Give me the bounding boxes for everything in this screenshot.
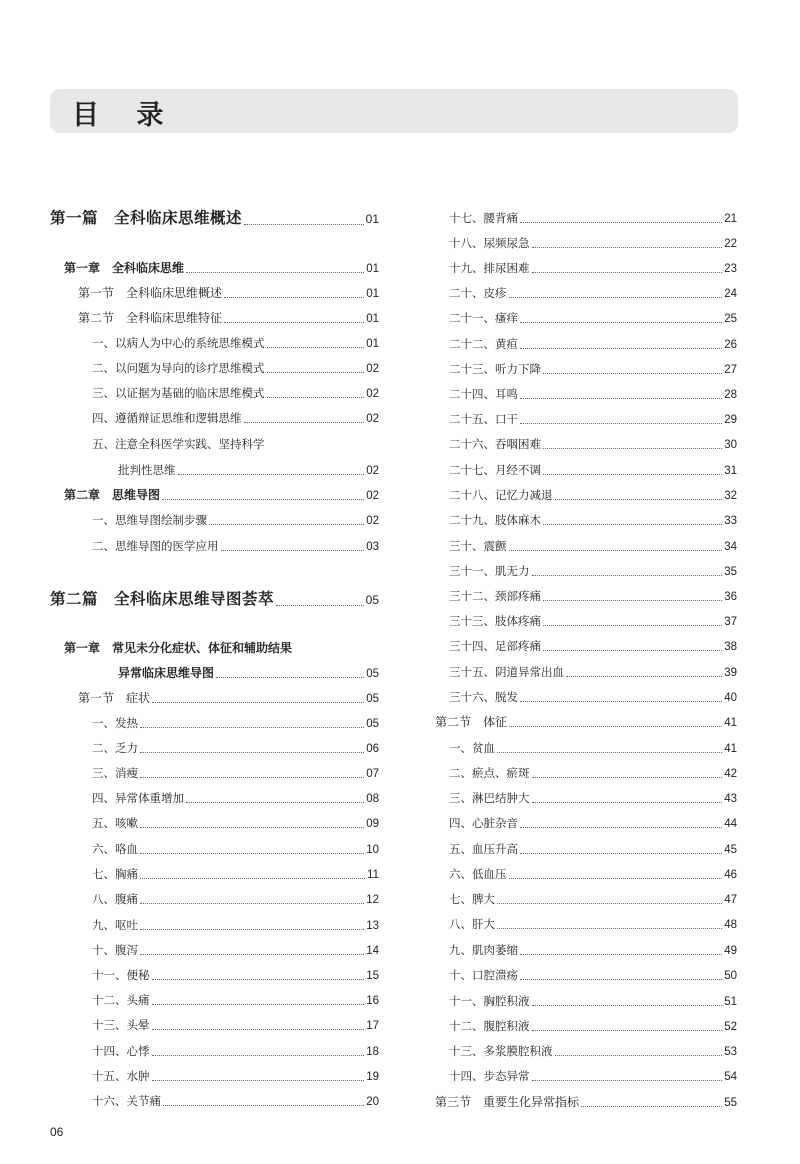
toc-entry-page: 36 <box>724 591 737 603</box>
toc-leader-dots <box>497 902 722 904</box>
right-toc-entry[interactable] <box>449 841 737 858</box>
toc-entry-page: 25 <box>724 313 737 325</box>
toc-entry-page: 02 <box>366 465 379 477</box>
toc-entry-page: 01 <box>366 338 379 350</box>
toc-leader-dots <box>520 978 722 980</box>
toc-leader-dots <box>163 1104 364 1106</box>
toc-entry-label: 五、注意全科医学实践、坚持科学 <box>92 437 265 451</box>
right-toc-entry[interactable] <box>449 1068 737 1085</box>
toc-entry-label: 一、思维导图绘制步骤 <box>92 513 207 527</box>
toc-entry-page: 01 <box>366 313 379 325</box>
toc-entry-label: 九、肌肉萎缩 <box>449 943 518 957</box>
toc-leader-dots <box>178 473 365 475</box>
toc-entry-label: 三十五、阴道异常出血 <box>449 665 564 679</box>
page-number: 06 <box>50 1125 64 1139</box>
left-toc-entry[interactable] <box>92 1068 379 1085</box>
toc-entry-page: 51 <box>724 996 737 1008</box>
toc-leader-dots <box>520 700 722 702</box>
right-toc-entry[interactable] <box>449 689 737 706</box>
toc-entry-label: 第一章 常见未分化症状、体征和辅助结果 <box>64 641 293 655</box>
toc-leader-dots <box>224 321 364 323</box>
toc-entry-label: 二十五、口干 <box>449 412 518 426</box>
left-toc-entry[interactable] <box>92 891 379 908</box>
toc-entry-label: 十三、多浆膜腔积液 <box>449 1044 553 1058</box>
toc-entry-page: 16 <box>366 995 379 1007</box>
toc-leader-dots <box>152 701 364 703</box>
toc-leader-dots <box>267 346 365 348</box>
toc-entry-label: 五、血压升高 <box>449 842 518 856</box>
toc-leader-dots <box>152 1054 365 1056</box>
toc-leader-dots <box>532 1004 723 1006</box>
toc-entry-label: 十九、排尿困难 <box>449 261 530 275</box>
left-toc-entry[interactable] <box>92 992 379 1009</box>
toc-entry-page: 14 <box>366 945 379 957</box>
toc-leader-dots <box>543 649 722 651</box>
toc-entry-label: 第二章 思维导图 <box>64 488 161 502</box>
toc-leader-dots <box>509 296 723 298</box>
toc-entry-label: 十五、水肿 <box>92 1069 150 1083</box>
toc-leader-dots <box>276 604 364 606</box>
toc-entry-page: 39 <box>724 667 737 679</box>
toc-leader-dots <box>509 877 723 879</box>
toc-entry-label: 三十四、足部疼痛 <box>449 639 541 653</box>
toc-entry-page: 02 <box>366 363 379 375</box>
toc-leader-dots <box>581 1105 722 1107</box>
toc-entry-label: 第一章 全科临床思维 <box>64 261 185 275</box>
right-toc-entry[interactable] <box>449 436 737 453</box>
toc-entry-label: 二十三、听力下降 <box>449 362 541 376</box>
toc-entry-label: 二十八、记忆力减退 <box>449 488 553 502</box>
toc-leader-dots <box>152 978 365 980</box>
toc-entry-label: 十四、步态异常 <box>449 1069 530 1083</box>
toc-entry-page: 17 <box>366 1020 379 1032</box>
left-toc-entry[interactable] <box>92 335 379 352</box>
toc-entry-page: 02 <box>366 413 379 425</box>
toc-entry-label: 第三节 重要生化异常指标 <box>435 1095 580 1109</box>
toc-entry-page: 01 <box>365 212 379 226</box>
right-toc-entry[interactable] <box>449 336 737 353</box>
toc-leader-dots <box>532 1029 723 1031</box>
toc-entry-page: 20 <box>366 1096 379 1108</box>
toc-leader-dots <box>543 523 722 525</box>
toc-entry-page: 05 <box>366 693 379 705</box>
toc-leader-dots <box>267 371 365 373</box>
right-toc-entry[interactable] <box>449 310 737 327</box>
toc-entry-label: 十四、心悸 <box>92 1044 150 1058</box>
toc-entry-page: 31 <box>724 465 737 477</box>
toc-leader-dots <box>532 1079 723 1081</box>
toc-leader-dots <box>224 296 364 298</box>
toc-entry-label: 一、贫血 <box>449 741 495 755</box>
toc-entry-page: 24 <box>724 288 737 300</box>
toc-entry-label: 十八、尿频尿急 <box>449 236 530 250</box>
left-toc-entry[interactable] <box>78 285 379 302</box>
toc-leader-dots <box>140 776 364 778</box>
toc-entry-label: 二十九、肢体麻木 <box>449 513 541 527</box>
toc-entry-page: 12 <box>366 894 379 906</box>
toc-entry-label: 三、以证据为基础的临床思维模式 <box>92 386 265 400</box>
toc-entry-page: 22 <box>724 238 737 250</box>
right-toc-entry[interactable] <box>449 462 737 479</box>
toc-leader-dots <box>152 1028 365 1030</box>
toc-entry-page: 43 <box>724 793 737 805</box>
toc-leader-dots <box>140 902 364 904</box>
toc-entry-label: 十、口腔溃疡 <box>449 968 518 982</box>
toc-entry-page: 38 <box>724 641 737 653</box>
toc-entry-label: 十二、头痛 <box>92 993 150 1007</box>
toc-leader-dots <box>520 321 722 323</box>
toc-entry-page: 05 <box>366 668 379 680</box>
toc-entry-page: 26 <box>724 339 737 351</box>
left-toc-entry[interactable] <box>92 385 379 402</box>
right-toc-entry[interactable] <box>449 210 737 227</box>
toc-entry-page: 50 <box>724 970 737 982</box>
toc-entry-label: 四、心脏杂音 <box>449 816 518 830</box>
left-toc-entry[interactable] <box>78 690 379 707</box>
toc-entry-page: 19 <box>366 1071 379 1083</box>
toc-leader-dots <box>509 725 722 727</box>
toc-leader-dots <box>140 726 364 728</box>
toc-entry-page: 15 <box>366 970 379 982</box>
toc-entry-label: 二、乏力 <box>92 741 138 755</box>
right-toc-entry[interactable] <box>449 740 737 757</box>
toc-leader-dots <box>216 676 364 678</box>
left-toc-entry[interactable] <box>92 740 379 757</box>
toc-leader-dots <box>140 751 364 753</box>
toc-entry-label: 第一篇 全科临床思维概述 <box>50 209 243 227</box>
left-toc-entry[interactable] <box>92 790 379 807</box>
left-toc-entry[interactable] <box>50 589 379 610</box>
toc-entry-page: 01 <box>366 288 379 300</box>
right-toc-entry[interactable] <box>435 714 737 731</box>
toc-leader-dots <box>543 624 722 626</box>
toc-entry-label: 三十六、脱发 <box>449 690 518 704</box>
right-toc-entry[interactable] <box>449 260 737 277</box>
toc-entry-page: 37 <box>724 616 737 628</box>
toc-entry-page: 03 <box>366 541 379 553</box>
toc-entry-label: 三、消瘦 <box>92 766 138 780</box>
toc-entry-page: 40 <box>724 692 737 704</box>
right-toc-entry[interactable] <box>449 1018 737 1035</box>
right-toc-entry[interactable] <box>449 891 737 908</box>
toc-entry-label: 二十、皮疹 <box>449 286 507 300</box>
toc-entry-page: 41 <box>724 717 737 729</box>
right-toc-entry[interactable] <box>449 361 737 378</box>
toc-entry-page: 41 <box>724 743 737 755</box>
toc-entry-label: 十二、腹腔积液 <box>449 1019 530 1033</box>
left-toc-entry[interactable] <box>118 665 379 682</box>
toc-leader-dots <box>497 751 722 753</box>
toc-leader-dots <box>520 347 722 349</box>
toc-leader-dots <box>162 498 364 500</box>
toc-leader-dots <box>509 549 723 551</box>
toc-entry-label: 十七、腰背痛 <box>449 211 518 225</box>
toc-leader-dots <box>543 447 722 449</box>
toc-entry-page: 10 <box>366 844 379 856</box>
toc-leader-dots <box>520 852 722 854</box>
right-toc-entry[interactable] <box>449 512 737 529</box>
right-toc-entry[interactable] <box>449 538 737 555</box>
toc-entry-label: 二十四、耳鸣 <box>449 387 518 401</box>
right-toc-entry[interactable] <box>449 285 737 302</box>
toc-leader-dots <box>566 675 722 677</box>
left-toc-entry[interactable] <box>92 815 379 832</box>
toc-entry-label: 七、脾大 <box>449 892 495 906</box>
right-toc-entry[interactable] <box>449 967 737 984</box>
toc-entry-label: 第一节 症状 <box>78 691 151 705</box>
right-toc-entry[interactable] <box>449 487 737 504</box>
toc-entry-page: 34 <box>724 541 737 553</box>
left-toc-entry[interactable] <box>92 360 379 377</box>
right-toc-entry[interactable] <box>449 916 737 933</box>
toc-entry-label: 二十六、吞咽困难 <box>449 437 541 451</box>
toc-entry-page: 55 <box>724 1097 737 1109</box>
toc-entry-label: 第二节 全科临床思维特征 <box>78 311 223 325</box>
toc-entry-page: 48 <box>724 919 737 931</box>
toc-leader-dots <box>543 372 722 374</box>
toc-leader-dots <box>152 1003 365 1005</box>
toc-leader-dots <box>244 223 364 225</box>
toc-entry-label: 一、发热 <box>92 716 138 730</box>
toc-entry-page: 13 <box>366 920 379 932</box>
left-toc-entry[interactable] <box>64 260 379 277</box>
left-toc-entry[interactable] <box>118 462 379 479</box>
left-toc-entry[interactable] <box>92 917 379 934</box>
toc-entry-page: 06 <box>366 743 379 755</box>
toc-entry-page: 52 <box>724 1021 737 1033</box>
toc-entry-label: 十、腹泻 <box>92 943 138 957</box>
toc-entry-label: 第一节 全科临床思维概述 <box>78 286 223 300</box>
left-toc-entry[interactable] <box>92 538 379 555</box>
toc-entry-label: 一、以病人为中心的系统思维模式 <box>92 336 265 350</box>
toc-entry-label: 二、思维导图的医学应用 <box>92 539 219 553</box>
toc-entry-page: 18 <box>366 1046 379 1058</box>
toc-entry-page: 49 <box>724 945 737 957</box>
toc-entry-label: 三、淋巴结肿大 <box>449 791 530 805</box>
toc-leader-dots <box>532 801 723 803</box>
left-toc-entry[interactable] <box>92 512 379 529</box>
toc-entry-page: 21 <box>724 213 737 225</box>
toc-leader-dots <box>520 826 722 828</box>
right-toc-entry[interactable] <box>449 664 737 681</box>
right-toc-entry[interactable] <box>449 790 737 807</box>
toc-leader-dots <box>209 523 364 525</box>
left-toc-entry[interactable] <box>92 841 379 858</box>
right-toc-entry[interactable] <box>449 993 737 1010</box>
toc-leader-dots <box>152 1079 365 1081</box>
right-toc-entry[interactable] <box>449 386 737 403</box>
toc-leader-dots <box>140 928 364 930</box>
toc-entry-page: 11 <box>367 869 379 881</box>
toc-leader-dots <box>186 271 364 273</box>
toc-entry-label: 第二节 体征 <box>435 715 508 729</box>
toc-leader-dots <box>221 549 365 551</box>
toc-entry-page: 05 <box>365 593 379 607</box>
toc-entry-label: 八、腹痛 <box>92 892 138 906</box>
right-toc-entry[interactable] <box>449 411 737 428</box>
toc-leader-dots <box>520 422 722 424</box>
toc-entry-page: 54 <box>724 1071 737 1083</box>
toc-entry-page: 35 <box>724 566 737 578</box>
toc-entry-page: 29 <box>724 414 737 426</box>
toc-entry-page: 07 <box>366 768 379 780</box>
toc-leader-dots <box>520 221 722 223</box>
toc-entry-label: 二十七、月经不调 <box>449 463 541 477</box>
toc-entry-page: 42 <box>724 768 737 780</box>
toc-entry-label: 四、遵循辩证思维和逻辑思维 <box>92 411 242 425</box>
toc-entry-page: 47 <box>724 894 737 906</box>
toc-entry-page: 08 <box>366 793 379 805</box>
toc-entry-page: 45 <box>724 844 737 856</box>
toc-leader-dots <box>497 927 722 929</box>
right-toc-entry[interactable] <box>449 866 737 883</box>
left-toc-entry[interactable] <box>92 1093 379 1110</box>
toc-leader-dots <box>140 953 364 955</box>
left-toc-entry[interactable] <box>92 765 379 782</box>
toc-leader-dots <box>532 776 723 778</box>
toc-entry-label: 三十、震颤 <box>449 539 507 553</box>
toc-entry-page: 44 <box>724 818 737 830</box>
toc-entry-page: 02 <box>366 490 379 502</box>
toc-entry-label: 十一、胸腔积液 <box>449 994 530 1008</box>
left-toc-entry[interactable] <box>92 1017 379 1034</box>
left-toc-entry[interactable] <box>92 410 379 427</box>
right-toc-entry[interactable] <box>449 235 737 252</box>
toc-entry-page: 53 <box>724 1046 737 1058</box>
toc-leader-dots <box>532 246 723 248</box>
toc-entry-page: 46 <box>724 869 737 881</box>
toc-entry-page: 09 <box>366 818 379 830</box>
toc-leader-dots <box>520 953 722 955</box>
toc-entry-label: 七、胸痛 <box>92 867 138 881</box>
toc-entry-label: 二、以问题为导向的诊疗思维模式 <box>92 361 265 375</box>
right-toc-entry[interactable] <box>449 815 737 832</box>
right-toc-entry[interactable] <box>449 1043 737 1060</box>
toc-leader-dots <box>140 826 364 828</box>
toc-entry-label: 六、低血压 <box>449 867 507 881</box>
left-toc-entry[interactable] <box>92 942 379 959</box>
toc-entry-label: 五、咳嗽 <box>92 816 138 830</box>
right-toc-entry[interactable] <box>449 765 737 782</box>
toc-leader-dots <box>543 599 722 601</box>
toc-entry-page: 02 <box>366 515 379 527</box>
left-toc-entry[interactable] <box>92 1043 379 1060</box>
toc-entry-page: 23 <box>724 263 737 275</box>
toc-entry-label: 批判性思维 <box>118 463 176 477</box>
toc-entry-label: 十一、便秘 <box>92 968 150 982</box>
toc-leader-dots <box>520 397 722 399</box>
right-toc-entry[interactable] <box>449 588 737 605</box>
toc-leader-dots <box>555 1054 723 1056</box>
toc-leader-dots <box>555 498 723 500</box>
toc-entry-page: 33 <box>724 515 737 527</box>
toc-entry-label: 十三、头晕 <box>92 1018 150 1032</box>
left-toc-entry[interactable] <box>92 715 379 732</box>
toc-entry-label: 二十一、瘙痒 <box>449 311 518 325</box>
right-toc-entry[interactable] <box>449 942 737 959</box>
toc-entry-label: 四、异常体重增加 <box>92 791 184 805</box>
toc-entry-label: 九、呕吐 <box>92 918 138 932</box>
right-toc-entry[interactable] <box>435 1094 737 1111</box>
left-toc-entry[interactable] <box>50 208 379 229</box>
right-toc-entry[interactable] <box>449 638 737 655</box>
left-toc-entry[interactable] <box>78 310 379 327</box>
right-toc-entry[interactable] <box>449 563 737 580</box>
toc-entry-page: 32 <box>724 490 737 502</box>
toc-entry-label: 三十二、颈部疼痛 <box>449 589 541 603</box>
toc-entry-page: 27 <box>724 364 737 376</box>
toc-leader-dots <box>140 852 364 854</box>
page-title: 目 录 <box>72 100 178 131</box>
toc-title-bar <box>50 89 738 133</box>
toc-entry-page: 01 <box>366 263 379 275</box>
left-toc-entry[interactable] <box>64 487 379 504</box>
toc-entry-page: 02 <box>366 388 379 400</box>
toc-leader-dots <box>244 421 365 423</box>
right-toc-entry[interactable] <box>449 613 737 630</box>
toc-leader-dots <box>543 473 722 475</box>
toc-entry-label: 三十一、肌无力 <box>449 564 530 578</box>
toc-entry-label: 异常临床思维导图 <box>118 666 215 680</box>
left-toc-entry[interactable] <box>92 967 379 984</box>
toc-entry-page: 28 <box>724 389 737 401</box>
toc-entry-page: 30 <box>724 439 737 451</box>
toc-entry-label: 第二篇 全科临床思维导图荟萃 <box>50 590 275 608</box>
toc-leader-dots <box>532 574 723 576</box>
toc-entry-page: 05 <box>366 718 379 730</box>
toc-entry-label: 三十三、肢体疼痛 <box>449 614 541 628</box>
toc-entry-label: 十六、关节痛 <box>92 1094 161 1108</box>
toc-entry-label: 二十二、黄疸 <box>449 337 518 351</box>
toc-entry-label: 八、肝大 <box>449 917 495 931</box>
left-toc-entry[interactable] <box>64 640 379 656</box>
left-toc-entry[interactable] <box>92 436 379 452</box>
left-toc-entry[interactable] <box>92 866 379 883</box>
toc-leader-dots <box>267 396 365 398</box>
toc-leader-dots <box>186 801 364 803</box>
toc-entry-label: 二、瘀点、瘀斑 <box>449 766 530 780</box>
toc-leader-dots <box>140 877 365 879</box>
toc-leader-dots <box>532 271 723 273</box>
toc-entry-label: 六、咯血 <box>92 842 138 856</box>
